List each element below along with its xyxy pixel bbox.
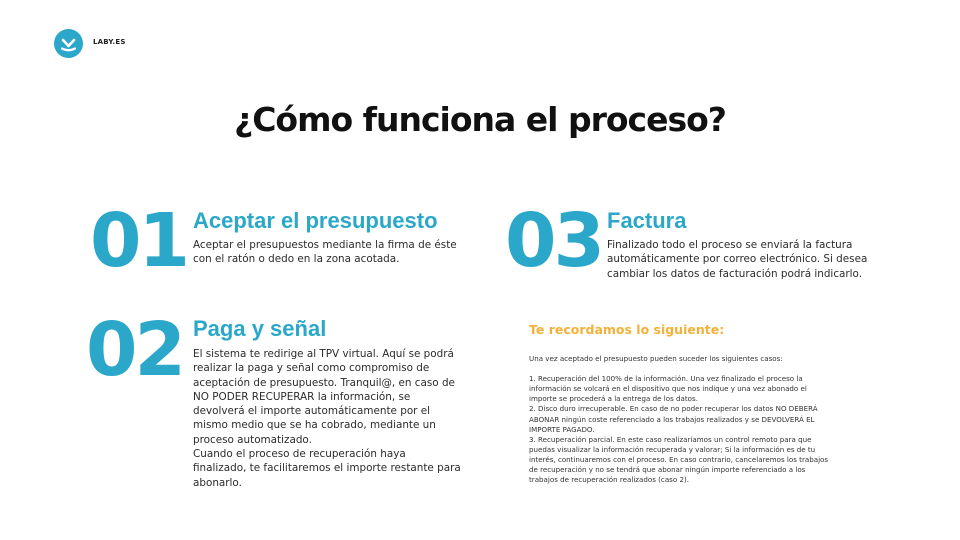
step-description-line: Finalizado todo el proceso se enviará la factura — [607, 239, 853, 251]
step-description-accept-budget — [193, 238, 457, 267]
reminder-line — [529, 364, 828, 374]
reminder-line: trabajos de recuperación realizados (caso 2). — [529, 475, 690, 485]
reminder-title: Te recordamos lo siguiente: — [529, 322, 725, 337]
step-description-line: proceso automatizado. — [193, 433, 312, 446]
step-description-line: El sistema te redirige al TPV virtual. Aquí se podrá — [193, 348, 454, 360]
step-number-03: 03 — [505, 198, 602, 284]
reminder-line: de recuperación y no se tendrá que abonar ningún importe referenciado a los — [529, 465, 806, 475]
reminder-line: 1. Recuperación del 100% de la información. Una vez finalizado el proceso la — [529, 374, 803, 384]
reminder-line: IMPORTE PAGADO. — [529, 424, 595, 434]
reminder-body — [529, 354, 828, 485]
reminder-line: 3. Recuperación parcial. En este caso realizaríamos un control remoto para que — [529, 434, 812, 444]
reminder-line: puedas visualizar la información recuperada y valorar; Si la información es de tu — [529, 444, 816, 454]
brand-name: LABY.ES — [93, 38, 126, 46]
step-description-line: con el ratón o dedo en la zona acotada. — [193, 253, 400, 266]
step-description-invoice — [607, 238, 867, 281]
reminder-line: 2. Disco duro irrecuperable. En caso de no poder recuperar los datos NO DEBERÁ — [529, 404, 818, 414]
reminder-line: importe se procederá a la entrega de los datos. — [529, 394, 698, 404]
step-title-invoice: Factura — [607, 208, 687, 233]
step-number-02: 02 — [86, 307, 183, 393]
reminder-line: información se volcará en el dispositivo que nos indique y una vez abonado el — [529, 384, 807, 394]
step-number-01: 01 — [90, 198, 187, 284]
step-description-line: NO PODER RECUPERAR la información, se — [193, 390, 411, 403]
step-description-line: automáticamente por correo electrónico. Si desea — [607, 253, 868, 266]
reminder-line: Una vez aceptado el presupuesto pueden suceder los siguientes casos: — [529, 354, 783, 363]
step-description-line: Cuando el proceso de recuperación haya — [193, 448, 406, 461]
step-description-line: aceptación de presupuesto. Tranquil@, en caso de — [193, 376, 455, 389]
step-description-line: cambiar los datos de facturación podrá indicarlo. — [607, 267, 863, 280]
step-description-line: devolverá el importe automáticamente por el — [193, 405, 431, 418]
logo-icon — [54, 29, 83, 58]
step-description-line: Aceptar el presupuestos mediante la firma de éste — [193, 239, 457, 251]
step-description-line: realizar la paga y señal como compromiso de — [193, 362, 430, 375]
step-description-payment — [193, 347, 461, 490]
step-description-line: abonarlo. — [193, 476, 242, 489]
step-title-payment: Paga y señal — [193, 316, 327, 341]
reminder-line: interés, continuaremos con el proceso. En caso contrario, cancelaremos los trabajos — [529, 454, 829, 464]
step-title-accept-budget: Aceptar el presupuesto — [193, 208, 438, 233]
reminder-line: ABONAR ningún coste referenciado a los trabajos realizados y se DEVOLVERÁ EL — [529, 414, 815, 424]
step-description-line: mismo medio que se ha cobrado, mediante un — [193, 419, 436, 432]
step-description-line: finalizado, te facilitaremos el importe restante para — [193, 462, 461, 475]
page-title: ¿Cómo funciona el proceso? — [234, 100, 726, 139]
